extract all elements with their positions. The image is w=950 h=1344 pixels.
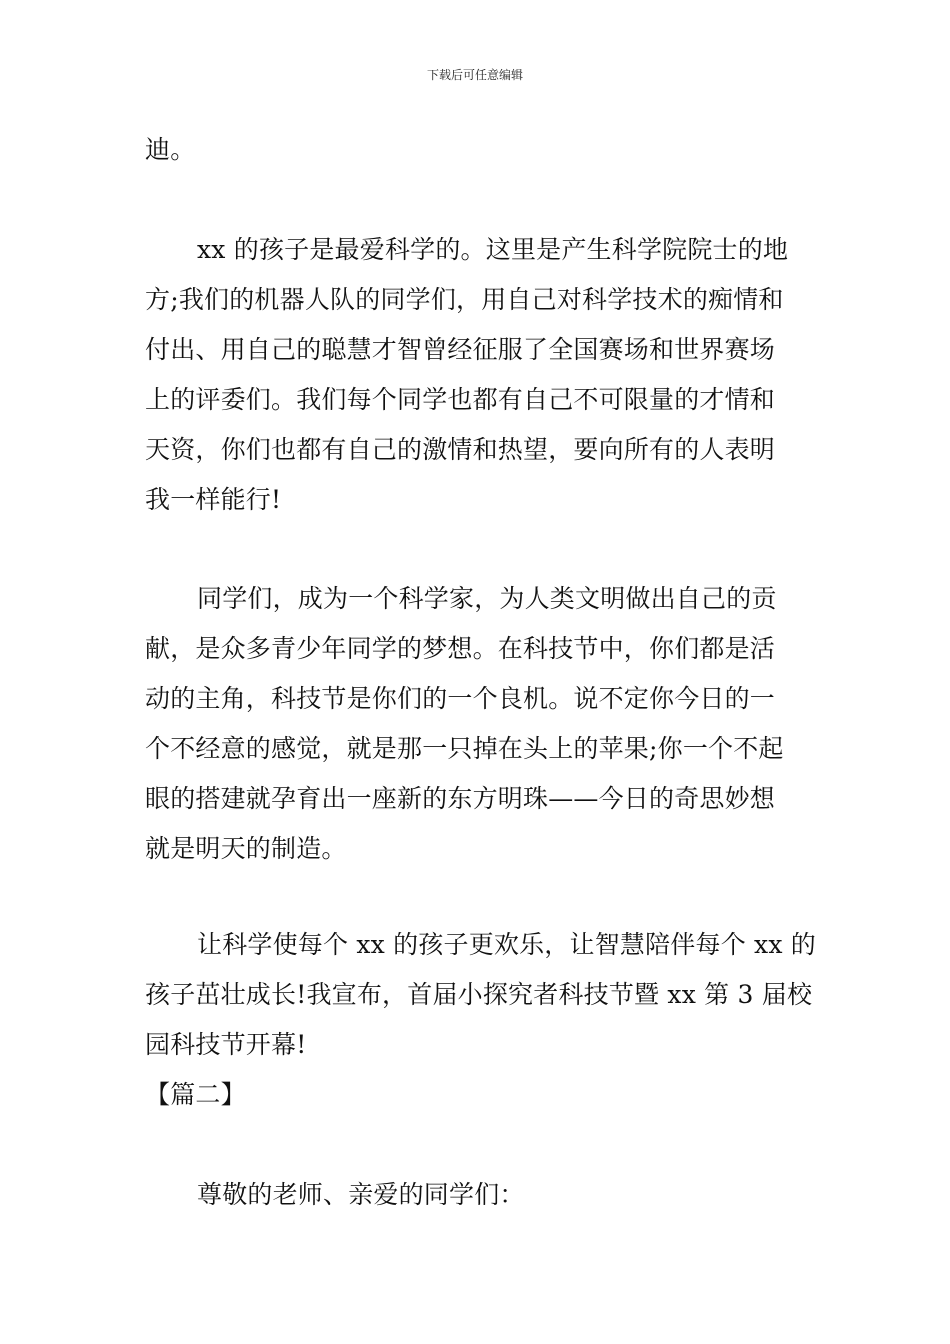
paragraph-line: 园科技节开幕! [145,1030,307,1059]
paragraph-line: 让科学使每个 xx 的孩子更欢乐，让智慧陪伴每个 xx 的 [197,930,816,959]
paragraph-line: 我一样能行! [145,485,282,514]
paragraph-line: 方;我们的机器人队的同学们，用自己对科学技术的痴情和 [145,285,784,314]
page-header-note: 下载后可任意编辑 [426,68,523,82]
paragraph-line: 同学们，成为一个科学家，为人类文明做出自己的贡 [197,584,777,613]
paragraph-0 [145,125,810,175]
paragraph-line: xx 的孩子是最爱科学的。这里是产生科学院院士的地 [197,235,789,264]
paragraph-4 [145,1170,810,1220]
paragraph-line: 献，是众多青少年同学的梦想。在科技节中，你们都是活 [145,634,776,663]
paragraph-line: 个不经意的感觉，就是那一只掉在头上的苹果;你一个不起 [145,734,784,763]
paragraph-line: 迪。 [145,135,196,164]
paragraph-line: 天资，你们也都有自己的激情和热望，要向所有的人表明 [145,435,776,464]
section-heading-text: 【篇二】 [145,1080,246,1109]
paragraph-line: 上的评委们。我们每个同学也都有自己不可限量的才情和 [145,385,776,414]
paragraph-line: 就是明天的制造。 [145,834,347,863]
paragraph-line: 付出、用自己的聪慧才智曾经征服了全国赛场和世界赛场 [145,335,776,364]
paragraph-3 [145,920,816,1070]
paragraph-line: 动的主角，科技节是你们的一个良机。说不定你今日的一 [145,684,776,713]
paragraph-line: 孩子茁壮成长!我宣布，首届小探究者科技节暨 xx 第 3 届校 [145,980,813,1009]
paragraph-2 [145,574,810,874]
paragraph-line: 眼的搭建就孕育出一座新的东方明珠——今日的奇思妙想 [145,784,776,813]
salutation-line: 尊敬的老师、亲爱的同学们： [197,1180,525,1209]
paragraph-1 [145,225,810,525]
section-heading [145,1070,810,1120]
